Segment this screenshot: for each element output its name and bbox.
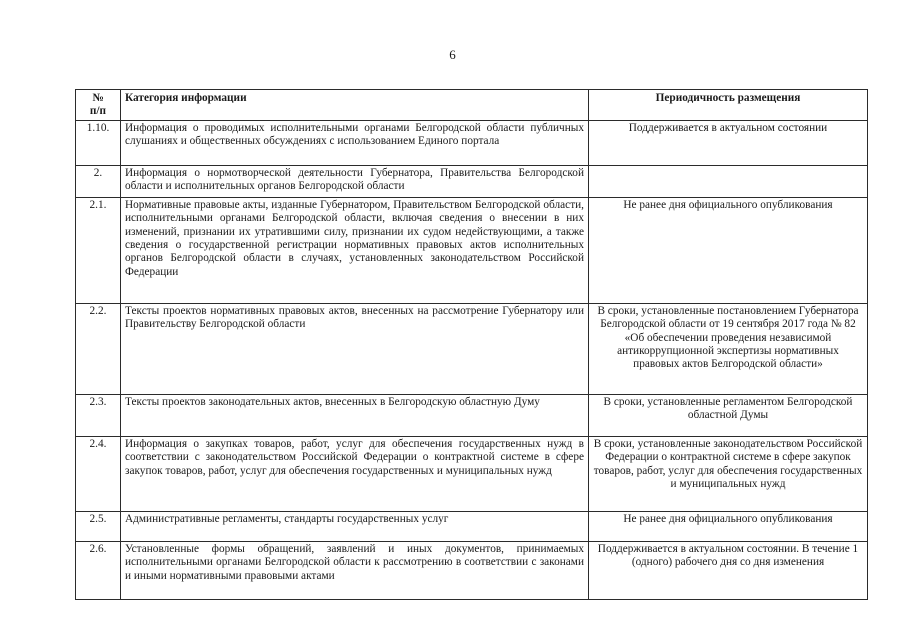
row-category: Информация о нормотворческой деятельности Губернатора, Правительства Белгородской области и исполнительных органов Белгородской области	[121, 165, 589, 197]
row-periodicity: Поддерживается в актуальном состоянии	[589, 120, 868, 165]
header-number	[76, 90, 121, 121]
row-periodicity: Поддерживается в актуальном состоянии. В течение 1 (одного) рабочего дня со дня изменения	[589, 541, 868, 599]
table-row	[76, 436, 868, 511]
row-category: Информация о закупках товаров, работ, услуг для обеспечения государственных нужд в соответствии с законодательством Российской Федерации о контрактной системе в сфере закупок товаров, работ, услуг для обеспечения государственных и муниципальных нужд	[121, 436, 589, 511]
header-periodicity: Периодичность размещения	[589, 90, 868, 121]
row-category: Нормативные правовые акты, изданные Губернатором, Правительством Белгородской области, исполнительными органами Белгородской области, включая сведения о внесении в них изменений, признании их утратившими силу, признании их судом недействующими, а также сведения о государственной регистрации нормативных правовых актов исполнительных органов Белгородской области в случаях, установленных законодательством Российской Федерации	[121, 197, 589, 303]
row-number: 2.5.	[76, 511, 121, 541]
row-periodicity: В сроки, установленные постановлением Губернатора Белгородской области от 19 сентября 2017 года № 82 «Об обеспечении проведения независимой антикоррупционной экспертизы нормативных правовых актов Белгородской области»	[589, 303, 868, 394]
row-category: Информация о проводимых исполнительными органами Белгородской области публичных слушаниях и общественных обсуждениях с использованием Единого портала	[121, 120, 589, 165]
row-number: 2.	[76, 165, 121, 197]
header-number-line1: №	[92, 92, 104, 104]
table-row	[76, 394, 868, 436]
row-periodicity: Не ранее дня официального опубликования	[589, 197, 868, 303]
table-row	[76, 120, 868, 165]
table-row	[76, 197, 868, 303]
row-number: 2.1.	[76, 197, 121, 303]
table-row	[76, 511, 868, 541]
row-periodicity: В сроки, установленные законодательством Российской Федерации о контрактной системе в сфере закупок товаров, работ, услуг для обеспечения государственных и муниципальных нужд	[589, 436, 868, 511]
header-number-line2: п/п	[89, 105, 107, 118]
row-periodicity	[589, 165, 868, 197]
table-row	[76, 165, 868, 197]
row-category: Тексты проектов нормативных правовых актов, внесенных на рассмотрение Губернатору или Правительству Белгородской области	[121, 303, 589, 394]
row-number: 2.4.	[76, 436, 121, 511]
row-number: 2.2.	[76, 303, 121, 394]
row-category: Установленные формы обращений, заявлений и иных документов, принимаемых исполнительными органами Белгородской области к рассмотрению в соответствии с законами и иными нормативными правовыми актами	[121, 541, 589, 599]
row-number: 1.10.	[76, 120, 121, 165]
table-row	[76, 541, 868, 599]
table-header-row	[76, 90, 868, 121]
information-table	[75, 89, 868, 600]
row-periodicity: В сроки, установленные регламентом Белгородской областной Думы	[589, 394, 868, 436]
header-category: Категория информации	[121, 90, 589, 121]
row-number: 2.6.	[76, 541, 121, 599]
page-number: 6	[449, 47, 456, 62]
row-number: 2.3.	[76, 394, 121, 436]
row-category: Административные регламенты, стандарты государственных услуг	[121, 511, 589, 541]
row-category: Тексты проектов законодательных актов, внесенных в Белгородскую областную Думу	[121, 394, 589, 436]
row-periodicity: Не ранее дня официального опубликования	[589, 511, 868, 541]
table-row	[76, 303, 868, 394]
